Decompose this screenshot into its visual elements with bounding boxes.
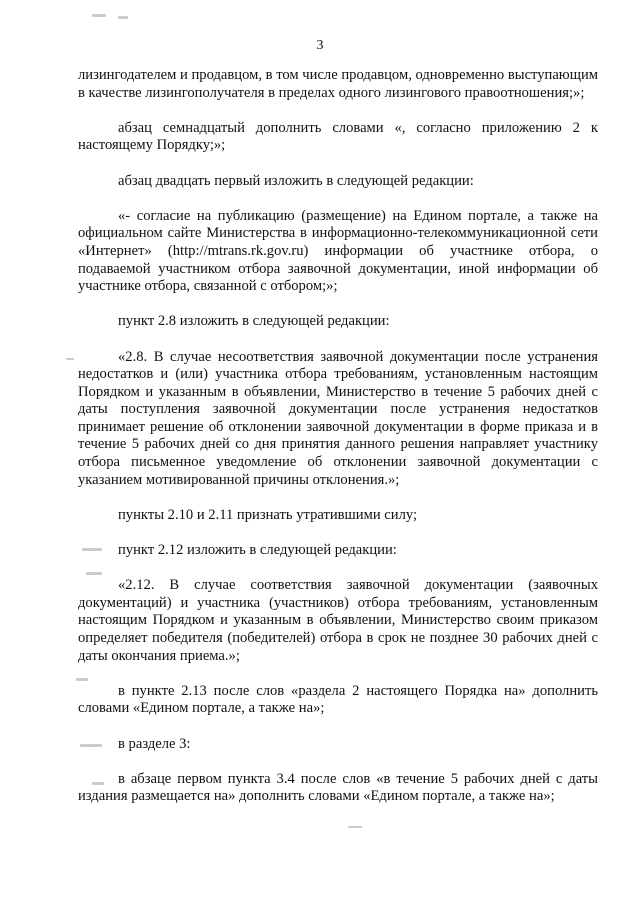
paragraph-punkt-2-12-intro: пункт 2.12 изложить в следующей редакции: [118, 542, 397, 559]
document-body [78, 67, 598, 806]
paragraph-continuation: лизингодателем и продавцом, в том числе продавцом, одновременно выступающим в качестве лизингополучателя в пределах одного лизингового правоотношения;»; [78, 67, 598, 101]
paragraph-punkt-2-8-text: «2.8. В случае несоответствия заявочной документации после устранения недостатков и (или) участника отбора требованиям, установленным настоящим Порядком и указанным в объявлении, Министерство в течение 5 рабочих дней с даты поступления заявочной документации после устранения недостатков принимает решение об отклонении заявочной документации в форме приказа и в течение 5 рабочих дней со дня принятия данного решения направляет участнику отбора письменное уведомление об отклонении заявочной документации с указанием мотивированной причины отклонения.»; [78, 348, 598, 488]
paragraph-punkt-2-12-text: «2.12. В случае соответствия заявочной документации (заявочных документаций) и участника (участников) отбора требованиям, установленным настоящим Порядком и указанным в объявлении, Министерство своим приказом определяет победителя (победителей) отбора в срок не позднее 30 рабочих дней с даты окончания приема.»; [78, 577, 598, 664]
paragraph-punkt-3-4: в абзаце первом пункта 3.4 после слов «в течение 5 рабочих дней с даты издания размещается на» дополнить словами «Едином портале, а также на»; [78, 770, 598, 805]
paragraph-punkt-2-8-intro: пункт 2.8 изложить в следующей редакции: [118, 313, 390, 330]
paragraph-abzac-21-text: «- согласие на публикацию (размещение) на Едином портале, а также на официальном сайте Министерства в информационно-телекоммуникационной сети «Интернет» (http://mtrans.rk.gov.ru) информации об участнике отбора, о подаваемой участником отбора заявочной документации, иной информации об участнике отбора, связанной с отбором;»; [78, 207, 598, 295]
paragraph-punkt-2-13: в пункте 2.13 после слов «раздела 2 настоящего Порядка на» дополнить словами «Едином портале, а также на»; [78, 682, 598, 717]
scan-speck [92, 14, 106, 17]
page-number: 3 [316, 38, 324, 53]
scan-speck [66, 358, 74, 360]
scan-speck [118, 16, 128, 19]
paragraph-punkty-2-10-2-11: пункты 2.10 и 2.11 признать утратившими силу; [118, 506, 418, 523]
paragraph-amendment-abzac-17: абзац семнадцатый дополнить словами «, согласно приложению 2 к настоящему Порядку;»; [78, 119, 598, 154]
scan-speck [348, 826, 362, 828]
paragraph-amendment-abzac-21: абзац двадцать первый изложить в следующей редакции: [118, 172, 474, 189]
paragraph-razdel-3: в разделе 3: [118, 735, 191, 752]
